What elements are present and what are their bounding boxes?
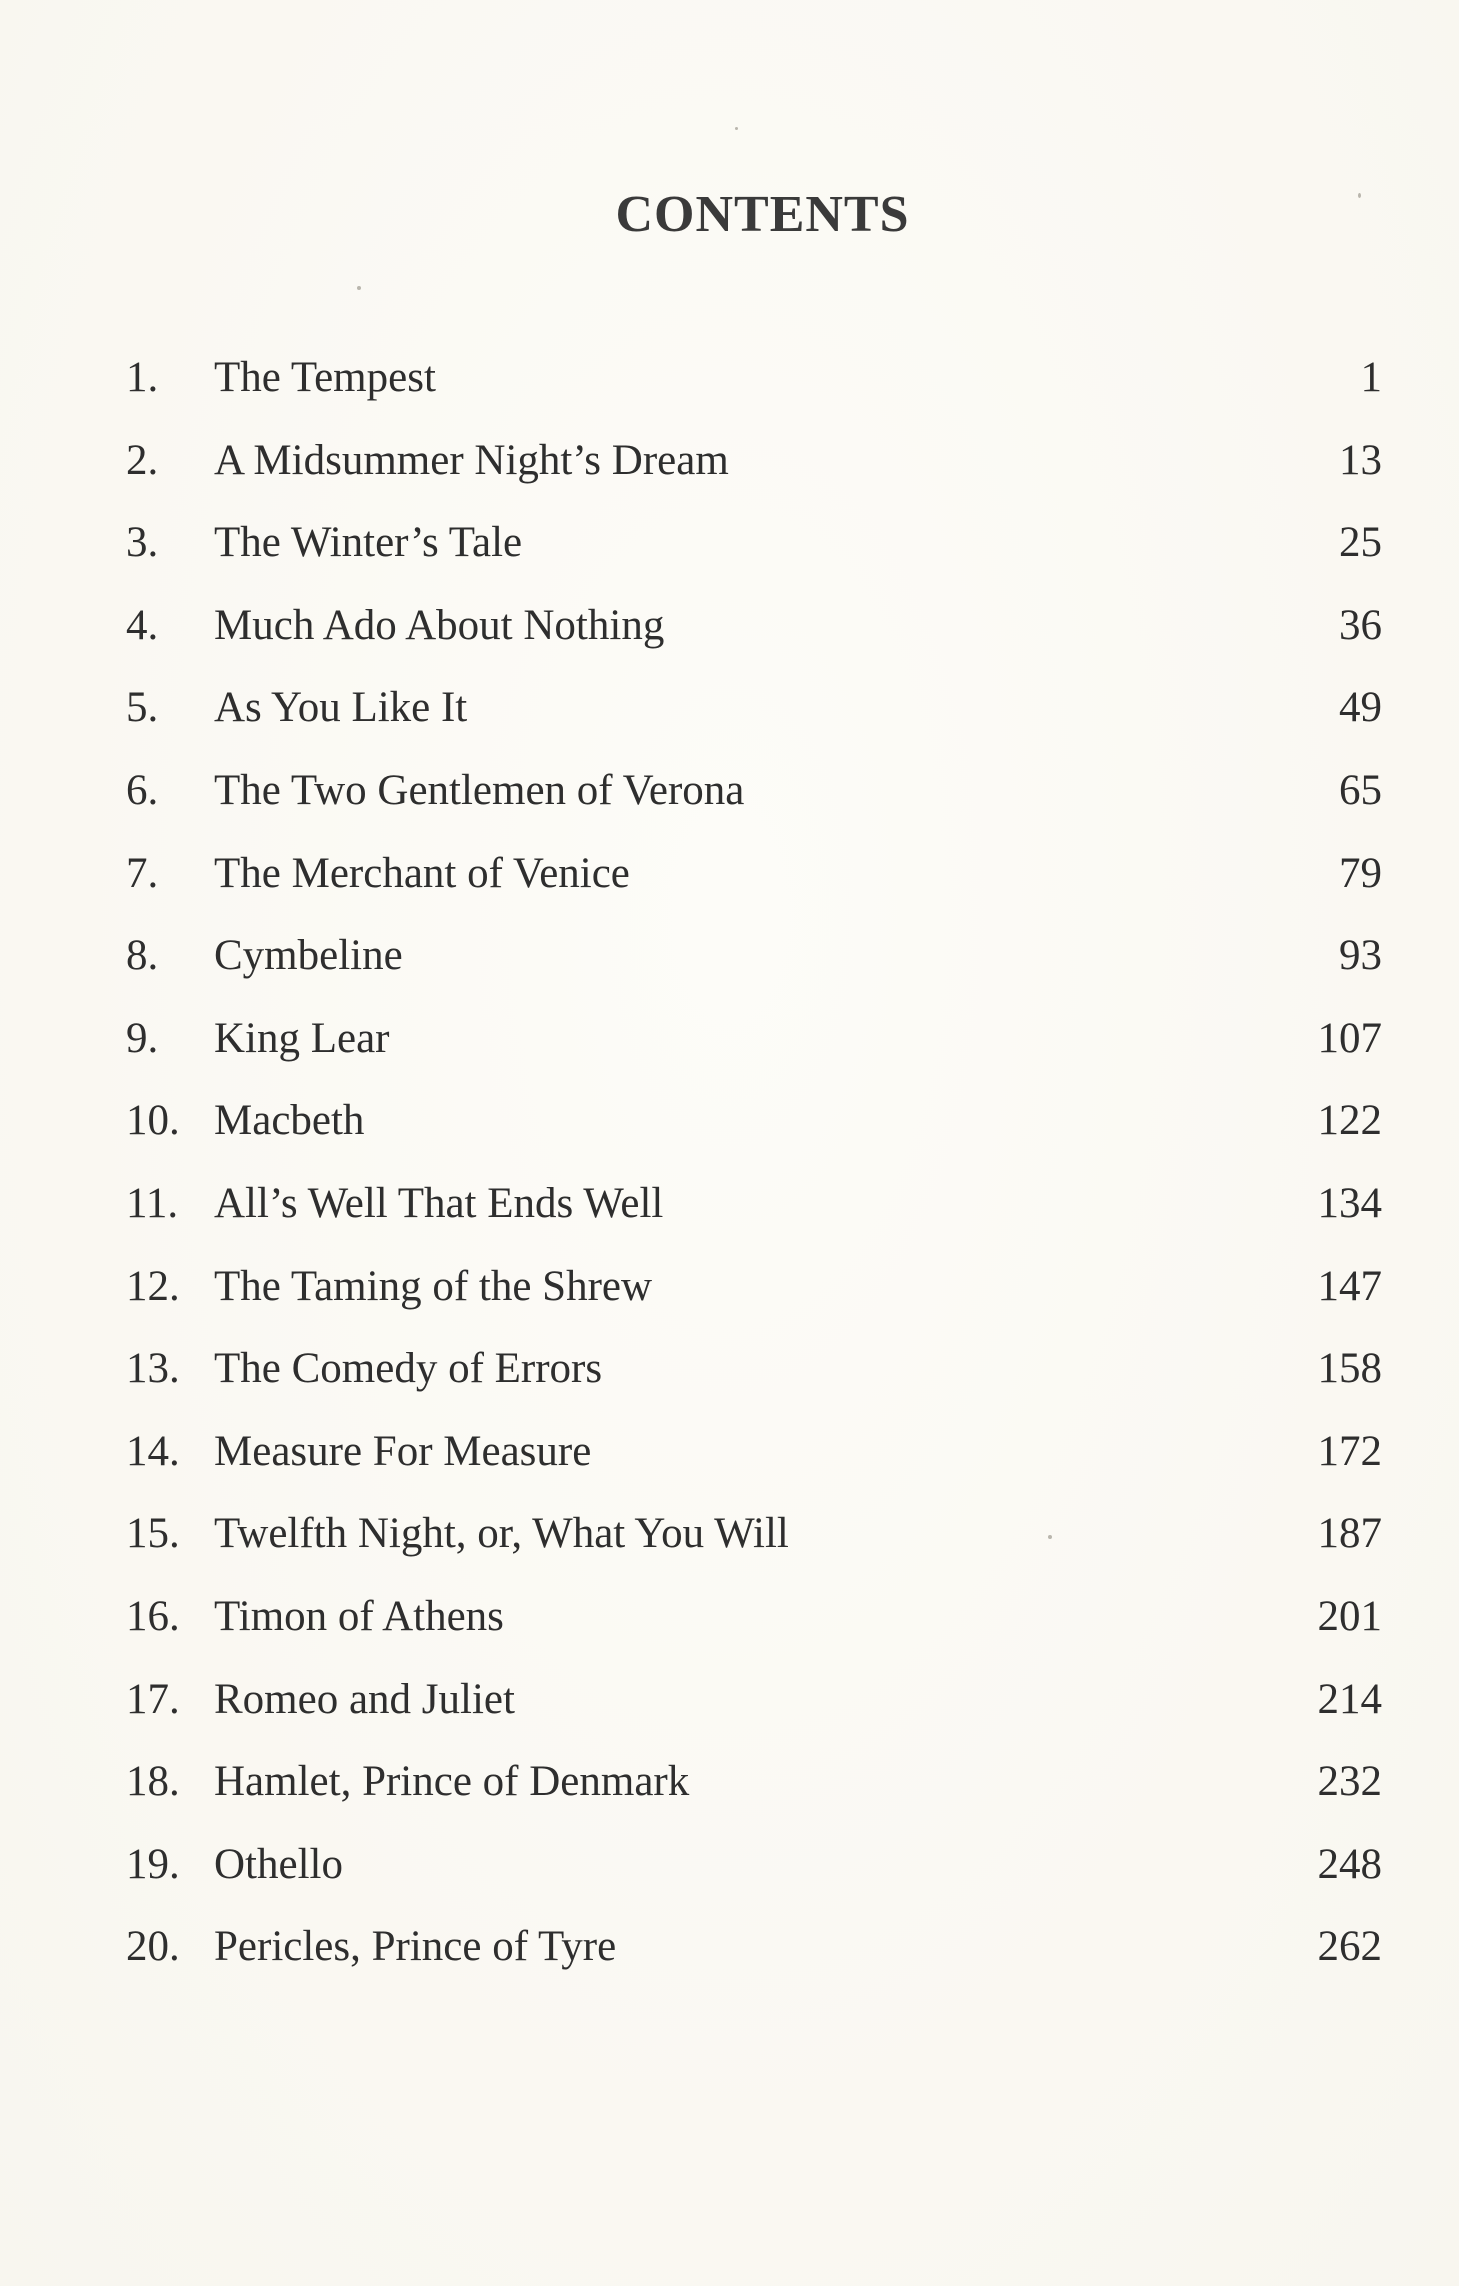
entry-page-number: 172 (1317, 1427, 1382, 1475)
entry-title: Pericles, Prince of Tyre (214, 1923, 617, 1971)
entry-title: As You Like It (214, 684, 468, 732)
entry-number: 1. (126, 354, 159, 401)
entry-title: The Tempest (214, 354, 436, 401)
entry-title: King Lear (214, 1014, 390, 1062)
entry-page-number: 134 (1317, 1179, 1382, 1227)
scan-speck (735, 127, 738, 130)
entry-page-number: 147 (1317, 1262, 1382, 1310)
toc-entry (120, 1083, 1382, 1166)
entry-title: Much Ado About Nothing (214, 601, 665, 649)
entry-title: Timon of Athens (214, 1592, 504, 1640)
entry-title: The Comedy of Errors (214, 1345, 603, 1393)
entry-number: 19. (126, 1840, 180, 1888)
entry-number: 14. (126, 1427, 180, 1475)
entry-number: 17. (126, 1675, 180, 1723)
toc-entry (120, 340, 1382, 423)
entry-title: The Taming of the Shrew (214, 1262, 653, 1310)
entry-title: The Winter’s Tale (214, 519, 523, 567)
entry-page-number: 214 (1317, 1675, 1382, 1723)
entry-page-number: 158 (1317, 1345, 1382, 1393)
entry-page-number: 25 (1339, 519, 1382, 567)
entry-page-number: 49 (1339, 684, 1382, 732)
entry-title: Hamlet, Prince of Denmark (214, 1758, 690, 1806)
entry-page-number: 79 (1339, 849, 1382, 897)
entry-title: Twelfth Night, or, What You Will (214, 1510, 789, 1558)
entry-page-number: 107 (1317, 1014, 1382, 1062)
toc-entry (120, 1166, 1382, 1249)
toc-entry (120, 423, 1382, 506)
entry-number: 7. (126, 849, 159, 897)
entry-title: All’s Well That Ends Well (214, 1179, 664, 1227)
entry-page-number: 187 (1317, 1510, 1382, 1558)
entry-page-number: 36 (1339, 601, 1382, 649)
scan-speck (1048, 1535, 1052, 1539)
toc-entry (120, 753, 1382, 836)
entry-number: 3. (126, 519, 159, 567)
entry-number: 13. (126, 1345, 180, 1393)
scan-speck (1358, 193, 1361, 198)
entry-number: 12. (126, 1262, 180, 1310)
entry-title: Othello (214, 1840, 343, 1888)
entry-title: Cymbeline (214, 932, 403, 980)
toc-entry (120, 1414, 1382, 1497)
entry-number: 9. (126, 1014, 159, 1062)
entry-page-number: 1 (1360, 354, 1382, 401)
entry-number: 20. (126, 1923, 180, 1971)
toc-entry (120, 1249, 1382, 1332)
toc-entry (120, 1662, 1382, 1745)
entry-number: 15. (126, 1510, 180, 1558)
entry-number: 18. (126, 1758, 180, 1806)
entry-page-number: 248 (1317, 1840, 1382, 1888)
scan-speck (357, 286, 361, 290)
page-title: CONTENTS (615, 186, 910, 243)
entry-number: 8. (126, 932, 159, 980)
toc-entry (120, 588, 1382, 671)
table-of-contents (120, 340, 1382, 1992)
entry-title: The Merchant of Venice (214, 849, 630, 897)
entry-number: 5. (126, 684, 159, 732)
entry-title: Measure For Measure (214, 1427, 592, 1475)
toc-entry (120, 505, 1382, 588)
entry-page-number: 65 (1339, 766, 1382, 814)
entry-page-number: 232 (1317, 1758, 1382, 1806)
toc-entry (120, 670, 1382, 753)
entry-page-number: 122 (1317, 1097, 1382, 1145)
entry-number: 10. (126, 1097, 180, 1145)
entry-page-number: 201 (1317, 1592, 1382, 1640)
toc-entry (120, 918, 1382, 1001)
entry-page-number: 262 (1317, 1923, 1382, 1971)
entry-number: 6. (126, 766, 159, 814)
entry-title: The Two Gentlemen of Verona (214, 766, 745, 814)
toc-entry (120, 836, 1382, 919)
toc-entry (120, 1909, 1382, 1992)
entry-title: Macbeth (214, 1097, 365, 1145)
entry-title: Romeo and Juliet (214, 1675, 515, 1723)
toc-entry (120, 1579, 1382, 1662)
entry-number: 4. (126, 601, 159, 649)
entry-page-number: 13 (1339, 436, 1382, 484)
entry-number: 2. (126, 436, 159, 484)
toc-entry (120, 1331, 1382, 1414)
entry-number: 16. (126, 1592, 180, 1640)
toc-entry (120, 1001, 1382, 1084)
toc-entry (120, 1827, 1382, 1910)
toc-entry (120, 1744, 1382, 1827)
toc-entry (120, 1496, 1382, 1579)
entry-page-number: 93 (1339, 932, 1382, 980)
entry-number: 11. (126, 1179, 179, 1227)
entry-title: A Midsummer Night’s Dream (214, 436, 729, 484)
